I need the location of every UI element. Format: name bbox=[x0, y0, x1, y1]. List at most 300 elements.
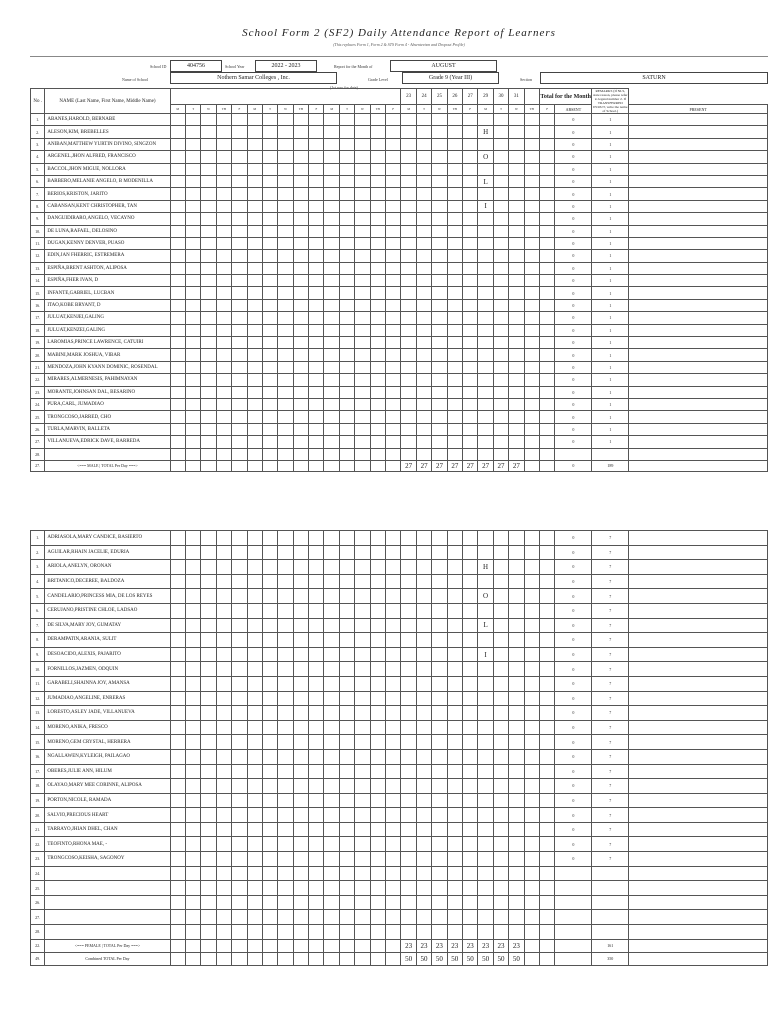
attendance-cell[interactable] bbox=[232, 618, 247, 633]
remarks-cell[interactable] bbox=[629, 213, 768, 225]
attendance-cell[interactable] bbox=[247, 448, 262, 460]
attendance-cell[interactable] bbox=[324, 411, 339, 423]
attendance-cell[interactable] bbox=[509, 925, 524, 940]
attendance-cell[interactable] bbox=[416, 793, 431, 808]
attendance-cell[interactable] bbox=[416, 423, 431, 435]
attendance-cell[interactable] bbox=[232, 175, 247, 187]
attendance-cell[interactable] bbox=[539, 910, 554, 925]
attendance-cell[interactable] bbox=[540, 126, 555, 138]
remarks-cell[interactable] bbox=[629, 749, 768, 764]
attendance-cell[interactable] bbox=[447, 793, 462, 808]
attendance-cell[interactable] bbox=[185, 633, 200, 648]
attendance-cell[interactable] bbox=[386, 349, 401, 361]
attendance-cell[interactable] bbox=[309, 574, 324, 589]
attendance-cell[interactable] bbox=[539, 779, 554, 794]
attendance-cell[interactable] bbox=[355, 374, 370, 386]
attendance-cell[interactable] bbox=[370, 910, 385, 925]
attendance-cell[interactable] bbox=[478, 188, 493, 200]
attendance-cell[interactable] bbox=[478, 852, 493, 867]
attendance-cell[interactable] bbox=[324, 837, 339, 852]
attendance-cell[interactable] bbox=[478, 114, 493, 126]
attendance-cell[interactable] bbox=[278, 706, 293, 721]
attendance-cell[interactable] bbox=[540, 188, 555, 200]
attendance-cell[interactable] bbox=[370, 866, 385, 881]
attendance-cell[interactable] bbox=[432, 852, 447, 867]
attendance-cell[interactable] bbox=[232, 423, 247, 435]
attendance-cell[interactable] bbox=[401, 225, 416, 237]
attendance-cell[interactable] bbox=[493, 837, 508, 852]
attendance-cell[interactable] bbox=[386, 822, 401, 837]
attendance-cell[interactable] bbox=[309, 735, 324, 750]
attendance-cell[interactable] bbox=[339, 175, 354, 187]
attendance-cell[interactable] bbox=[540, 436, 555, 448]
attendance-cell[interactable] bbox=[247, 925, 262, 940]
attendance-cell[interactable] bbox=[309, 138, 324, 150]
attendance-cell[interactable] bbox=[262, 691, 277, 706]
attendance-cell[interactable] bbox=[278, 574, 293, 589]
attendance-cell[interactable] bbox=[401, 589, 416, 604]
attendance-cell[interactable] bbox=[324, 793, 339, 808]
attendance-cell[interactable] bbox=[386, 589, 401, 604]
attendance-cell[interactable] bbox=[185, 706, 200, 721]
attendance-cell[interactable] bbox=[447, 299, 462, 311]
attendance-cell[interactable] bbox=[293, 779, 308, 794]
attendance-cell[interactable] bbox=[432, 361, 447, 373]
attendance-cell[interactable] bbox=[478, 925, 493, 940]
attendance-cell[interactable] bbox=[216, 188, 231, 200]
attendance-cell[interactable] bbox=[524, 822, 539, 837]
attendance-cell[interactable] bbox=[447, 151, 462, 163]
attendance-cell[interactable] bbox=[540, 337, 555, 349]
attendance-cell[interactable] bbox=[232, 925, 247, 940]
attendance-cell[interactable] bbox=[355, 324, 370, 336]
attendance-cell[interactable] bbox=[478, 881, 493, 896]
attendance-cell[interactable] bbox=[216, 545, 231, 560]
attendance-cell[interactable] bbox=[201, 275, 216, 287]
attendance-cell[interactable] bbox=[478, 436, 493, 448]
attendance-cell[interactable] bbox=[201, 633, 216, 648]
attendance-cell[interactable] bbox=[478, 138, 493, 150]
attendance-cell[interactable] bbox=[170, 895, 185, 910]
attendance-cell[interactable] bbox=[401, 114, 416, 126]
section-field[interactable]: SATURN bbox=[540, 72, 768, 84]
attendance-cell[interactable] bbox=[524, 411, 539, 423]
attendance-cell[interactable] bbox=[539, 837, 554, 852]
attendance-cell[interactable] bbox=[386, 188, 401, 200]
attendance-cell[interactable] bbox=[493, 793, 508, 808]
attendance-cell[interactable] bbox=[493, 262, 508, 274]
attendance-cell[interactable] bbox=[278, 881, 293, 896]
attendance-cell[interactable] bbox=[355, 287, 370, 299]
attendance-cell[interactable] bbox=[478, 808, 493, 823]
attendance-cell[interactable] bbox=[539, 822, 554, 837]
attendance-cell[interactable] bbox=[185, 287, 200, 299]
attendance-cell[interactable] bbox=[339, 822, 354, 837]
attendance-cell[interactable] bbox=[432, 618, 447, 633]
attendance-cell[interactable] bbox=[339, 213, 354, 225]
attendance-cell[interactable] bbox=[416, 808, 431, 823]
attendance-cell[interactable] bbox=[247, 706, 262, 721]
attendance-cell[interactable] bbox=[401, 531, 416, 546]
attendance-cell[interactable] bbox=[447, 603, 462, 618]
attendance-cell[interactable] bbox=[232, 589, 247, 604]
attendance-cell[interactable] bbox=[509, 225, 524, 237]
remarks-cell[interactable] bbox=[629, 200, 768, 212]
attendance-cell[interactable] bbox=[216, 837, 231, 852]
attendance-cell[interactable] bbox=[401, 250, 416, 262]
attendance-cell[interactable] bbox=[447, 822, 462, 837]
attendance-cell[interactable] bbox=[232, 735, 247, 750]
attendance-cell[interactable] bbox=[247, 262, 262, 274]
attendance-cell[interactable] bbox=[309, 589, 324, 604]
attendance-cell[interactable] bbox=[401, 138, 416, 150]
attendance-cell[interactable] bbox=[201, 720, 216, 735]
attendance-cell[interactable] bbox=[370, 545, 385, 560]
attendance-cell[interactable] bbox=[540, 200, 555, 212]
attendance-cell[interactable] bbox=[524, 647, 539, 662]
attendance-cell[interactable] bbox=[447, 531, 462, 546]
attendance-cell[interactable] bbox=[370, 114, 385, 126]
attendance-cell[interactable] bbox=[170, 749, 185, 764]
attendance-cell[interactable] bbox=[216, 448, 231, 460]
attendance-cell[interactable] bbox=[432, 560, 447, 575]
attendance-cell[interactable] bbox=[339, 895, 354, 910]
attendance-cell[interactable] bbox=[262, 910, 277, 925]
attendance-cell[interactable] bbox=[232, 200, 247, 212]
attendance-cell[interactable] bbox=[447, 398, 462, 410]
attendance-cell[interactable] bbox=[478, 237, 493, 249]
attendance-cell[interactable] bbox=[201, 822, 216, 837]
attendance-cell[interactable] bbox=[324, 213, 339, 225]
attendance-cell[interactable] bbox=[509, 691, 524, 706]
remarks-cell[interactable] bbox=[629, 448, 768, 460]
attendance-cell[interactable] bbox=[232, 720, 247, 735]
attendance-cell[interactable] bbox=[185, 312, 200, 324]
attendance-cell[interactable] bbox=[262, 411, 277, 423]
attendance-cell[interactable] bbox=[524, 735, 539, 750]
attendance-cell[interactable] bbox=[355, 163, 370, 175]
attendance-cell[interactable] bbox=[170, 324, 185, 336]
attendance-cell[interactable] bbox=[416, 398, 431, 410]
attendance-cell[interactable] bbox=[293, 647, 308, 662]
attendance-cell[interactable] bbox=[478, 213, 493, 225]
attendance-cell[interactable] bbox=[416, 560, 431, 575]
attendance-cell[interactable] bbox=[355, 895, 370, 910]
attendance-cell[interactable] bbox=[201, 925, 216, 940]
attendance-cell[interactable] bbox=[293, 312, 308, 324]
attendance-cell[interactable] bbox=[216, 822, 231, 837]
attendance-cell[interactable] bbox=[201, 574, 216, 589]
attendance-cell[interactable] bbox=[401, 151, 416, 163]
attendance-cell[interactable] bbox=[247, 423, 262, 435]
attendance-cell[interactable] bbox=[524, 163, 539, 175]
attendance-cell[interactable] bbox=[386, 603, 401, 618]
attendance-cell[interactable] bbox=[185, 175, 200, 187]
attendance-cell[interactable] bbox=[201, 866, 216, 881]
attendance-cell[interactable] bbox=[386, 852, 401, 867]
attendance-cell[interactable] bbox=[324, 633, 339, 648]
attendance-cell[interactable] bbox=[540, 374, 555, 386]
attendance-cell[interactable] bbox=[539, 735, 554, 750]
remarks-cell[interactable] bbox=[629, 720, 768, 735]
attendance-cell[interactable] bbox=[185, 151, 200, 163]
attendance-cell[interactable] bbox=[370, 175, 385, 187]
attendance-cell[interactable] bbox=[232, 188, 247, 200]
attendance-cell[interactable] bbox=[262, 398, 277, 410]
attendance-cell[interactable] bbox=[355, 275, 370, 287]
attendance-cell[interactable] bbox=[309, 262, 324, 274]
attendance-cell[interactable] bbox=[339, 706, 354, 721]
attendance-cell[interactable] bbox=[432, 749, 447, 764]
attendance-cell[interactable] bbox=[278, 114, 293, 126]
attendance-cell[interactable] bbox=[540, 423, 555, 435]
attendance-cell[interactable] bbox=[370, 312, 385, 324]
attendance-cell[interactable] bbox=[262, 633, 277, 648]
attendance-cell[interactable] bbox=[539, 647, 554, 662]
attendance-cell[interactable] bbox=[324, 175, 339, 187]
attendance-cell[interactable] bbox=[416, 866, 431, 881]
attendance-cell[interactable] bbox=[324, 808, 339, 823]
attendance-cell[interactable] bbox=[493, 361, 508, 373]
attendance-cell[interactable] bbox=[524, 603, 539, 618]
attendance-cell[interactable] bbox=[478, 448, 493, 460]
attendance-cell[interactable] bbox=[170, 925, 185, 940]
attendance-cell[interactable] bbox=[339, 448, 354, 460]
attendance-cell[interactable] bbox=[247, 237, 262, 249]
attendance-cell[interactable] bbox=[478, 386, 493, 398]
attendance-cell[interactable] bbox=[524, 423, 539, 435]
attendance-cell[interactable] bbox=[324, 386, 339, 398]
attendance-cell[interactable] bbox=[386, 374, 401, 386]
attendance-cell[interactable] bbox=[509, 151, 524, 163]
attendance-cell[interactable] bbox=[463, 337, 478, 349]
attendance-cell[interactable] bbox=[432, 151, 447, 163]
remarks-cell[interactable] bbox=[629, 881, 768, 896]
attendance-cell[interactable] bbox=[324, 361, 339, 373]
attendance-cell[interactable] bbox=[493, 436, 508, 448]
attendance-cell[interactable] bbox=[432, 448, 447, 460]
attendance-cell[interactable] bbox=[324, 398, 339, 410]
attendance-cell[interactable] bbox=[386, 175, 401, 187]
attendance-cell[interactable] bbox=[309, 662, 324, 677]
attendance-cell[interactable] bbox=[509, 910, 524, 925]
attendance-cell[interactable] bbox=[539, 589, 554, 604]
attendance-cell[interactable] bbox=[447, 114, 462, 126]
attendance-cell[interactable] bbox=[339, 250, 354, 262]
attendance-cell[interactable] bbox=[370, 531, 385, 546]
attendance-cell[interactable] bbox=[401, 764, 416, 779]
attendance-cell[interactable] bbox=[278, 398, 293, 410]
attendance-cell[interactable] bbox=[232, 411, 247, 423]
attendance-cell[interactable] bbox=[386, 423, 401, 435]
attendance-cell[interactable] bbox=[278, 213, 293, 225]
attendance-cell[interactable] bbox=[262, 531, 277, 546]
attendance-cell[interactable] bbox=[309, 866, 324, 881]
attendance-cell[interactable] bbox=[232, 436, 247, 448]
attendance-cell[interactable] bbox=[185, 374, 200, 386]
attendance-cell[interactable] bbox=[278, 764, 293, 779]
attendance-cell[interactable] bbox=[447, 749, 462, 764]
attendance-cell[interactable] bbox=[540, 299, 555, 311]
attendance-cell[interactable] bbox=[386, 895, 401, 910]
attendance-cell[interactable] bbox=[386, 200, 401, 212]
attendance-cell[interactable] bbox=[170, 808, 185, 823]
attendance-cell[interactable] bbox=[401, 386, 416, 398]
attendance-cell[interactable] bbox=[185, 837, 200, 852]
attendance-cell[interactable] bbox=[509, 603, 524, 618]
attendance-cell[interactable] bbox=[170, 312, 185, 324]
attendance-cell[interactable] bbox=[293, 808, 308, 823]
attendance-cell[interactable] bbox=[324, 779, 339, 794]
attendance-cell[interactable] bbox=[386, 299, 401, 311]
attendance-cell[interactable] bbox=[232, 163, 247, 175]
attendance-cell[interactable] bbox=[309, 895, 324, 910]
attendance-cell[interactable] bbox=[463, 618, 478, 633]
attendance-cell[interactable] bbox=[170, 662, 185, 677]
attendance-cell[interactable] bbox=[170, 633, 185, 648]
attendance-cell[interactable] bbox=[540, 411, 555, 423]
attendance-cell[interactable] bbox=[509, 250, 524, 262]
attendance-cell[interactable] bbox=[524, 275, 539, 287]
remarks-cell[interactable] bbox=[629, 560, 768, 575]
attendance-cell[interactable] bbox=[201, 852, 216, 867]
attendance-cell[interactable] bbox=[201, 138, 216, 150]
attendance-cell[interactable] bbox=[447, 618, 462, 633]
attendance-cell[interactable] bbox=[524, 837, 539, 852]
attendance-cell[interactable] bbox=[339, 374, 354, 386]
attendance-cell[interactable] bbox=[463, 225, 478, 237]
attendance-cell[interactable] bbox=[370, 386, 385, 398]
attendance-cell[interactable] bbox=[216, 706, 231, 721]
attendance-cell[interactable] bbox=[524, 779, 539, 794]
attendance-cell[interactable] bbox=[170, 822, 185, 837]
attendance-cell[interactable] bbox=[355, 436, 370, 448]
attendance-cell[interactable] bbox=[339, 436, 354, 448]
attendance-cell[interactable] bbox=[370, 188, 385, 200]
attendance-cell[interactable] bbox=[247, 691, 262, 706]
attendance-cell[interactable] bbox=[278, 299, 293, 311]
attendance-cell[interactable] bbox=[524, 764, 539, 779]
attendance-cell[interactable] bbox=[185, 545, 200, 560]
attendance-cell[interactable] bbox=[509, 175, 524, 187]
attendance-cell[interactable] bbox=[216, 764, 231, 779]
attendance-cell[interactable] bbox=[447, 411, 462, 423]
attendance-cell[interactable] bbox=[401, 126, 416, 138]
attendance-cell[interactable] bbox=[247, 225, 262, 237]
attendance-cell[interactable] bbox=[324, 151, 339, 163]
attendance-cell[interactable] bbox=[447, 436, 462, 448]
attendance-cell[interactable] bbox=[339, 910, 354, 925]
attendance-cell[interactable] bbox=[170, 299, 185, 311]
attendance-cell[interactable] bbox=[232, 560, 247, 575]
attendance-cell[interactable] bbox=[370, 881, 385, 896]
attendance-cell[interactable] bbox=[201, 114, 216, 126]
attendance-cell[interactable] bbox=[540, 175, 555, 187]
attendance-cell[interactable] bbox=[539, 676, 554, 691]
attendance-cell[interactable] bbox=[540, 250, 555, 262]
attendance-cell[interactable] bbox=[370, 324, 385, 336]
attendance-cell[interactable] bbox=[201, 163, 216, 175]
attendance-cell[interactable] bbox=[170, 126, 185, 138]
attendance-cell[interactable] bbox=[293, 151, 308, 163]
attendance-cell[interactable] bbox=[509, 262, 524, 274]
attendance-cell[interactable] bbox=[386, 114, 401, 126]
attendance-cell[interactable] bbox=[370, 299, 385, 311]
attendance-cell[interactable] bbox=[309, 126, 324, 138]
attendance-cell[interactable] bbox=[216, 126, 231, 138]
attendance-cell[interactable] bbox=[339, 114, 354, 126]
attendance-cell[interactable] bbox=[339, 647, 354, 662]
attendance-cell[interactable] bbox=[540, 151, 555, 163]
attendance-cell[interactable] bbox=[401, 411, 416, 423]
attendance-cell[interactable] bbox=[262, 250, 277, 262]
attendance-cell[interactable] bbox=[401, 324, 416, 336]
attendance-cell[interactable] bbox=[278, 175, 293, 187]
attendance-cell[interactable] bbox=[355, 114, 370, 126]
attendance-cell[interactable] bbox=[524, 126, 539, 138]
attendance-cell[interactable] bbox=[509, 618, 524, 633]
attendance-cell[interactable] bbox=[416, 337, 431, 349]
attendance-cell[interactable] bbox=[416, 545, 431, 560]
attendance-cell[interactable] bbox=[170, 560, 185, 575]
attendance-cell[interactable] bbox=[493, 126, 508, 138]
attendance-cell[interactable] bbox=[170, 448, 185, 460]
attendance-cell[interactable] bbox=[386, 361, 401, 373]
attendance-cell[interactable] bbox=[432, 837, 447, 852]
attendance-cell[interactable] bbox=[509, 200, 524, 212]
attendance-cell[interactable] bbox=[185, 138, 200, 150]
attendance-cell[interactable] bbox=[416, 386, 431, 398]
attendance-cell[interactable] bbox=[463, 793, 478, 808]
attendance-cell[interactable] bbox=[401, 237, 416, 249]
attendance-cell[interactable] bbox=[463, 349, 478, 361]
attendance-cell[interactable] bbox=[463, 633, 478, 648]
attendance-cell[interactable] bbox=[478, 312, 493, 324]
attendance-cell[interactable] bbox=[232, 114, 247, 126]
attendance-cell[interactable] bbox=[401, 349, 416, 361]
remarks-cell[interactable] bbox=[629, 764, 768, 779]
remarks-cell[interactable] bbox=[629, 793, 768, 808]
attendance-cell[interactable] bbox=[185, 200, 200, 212]
remarks-cell[interactable] bbox=[629, 126, 768, 138]
attendance-cell[interactable] bbox=[447, 250, 462, 262]
attendance-cell[interactable] bbox=[416, 262, 431, 274]
attendance-cell[interactable] bbox=[493, 448, 508, 460]
attendance-cell[interactable] bbox=[247, 163, 262, 175]
attendance-cell[interactable] bbox=[339, 386, 354, 398]
attendance-cell[interactable] bbox=[478, 735, 493, 750]
attendance-cell[interactable] bbox=[355, 618, 370, 633]
attendance-cell[interactable] bbox=[539, 603, 554, 618]
attendance-cell[interactable] bbox=[262, 881, 277, 896]
attendance-cell[interactable] bbox=[432, 386, 447, 398]
attendance-cell[interactable] bbox=[293, 735, 308, 750]
attendance-cell[interactable] bbox=[185, 262, 200, 274]
attendance-cell[interactable] bbox=[216, 531, 231, 546]
attendance-cell[interactable] bbox=[324, 852, 339, 867]
attendance-cell[interactable] bbox=[355, 250, 370, 262]
attendance-cell[interactable] bbox=[447, 895, 462, 910]
attendance-cell[interactable] bbox=[247, 411, 262, 423]
attendance-cell[interactable] bbox=[386, 574, 401, 589]
attendance-cell[interactable] bbox=[355, 662, 370, 677]
attendance-cell[interactable] bbox=[339, 531, 354, 546]
attendance-cell[interactable] bbox=[524, 560, 539, 575]
attendance-cell[interactable] bbox=[539, 866, 554, 881]
attendance-cell[interactable] bbox=[278, 735, 293, 750]
attendance-cell[interactable] bbox=[201, 374, 216, 386]
attendance-cell[interactable] bbox=[170, 337, 185, 349]
